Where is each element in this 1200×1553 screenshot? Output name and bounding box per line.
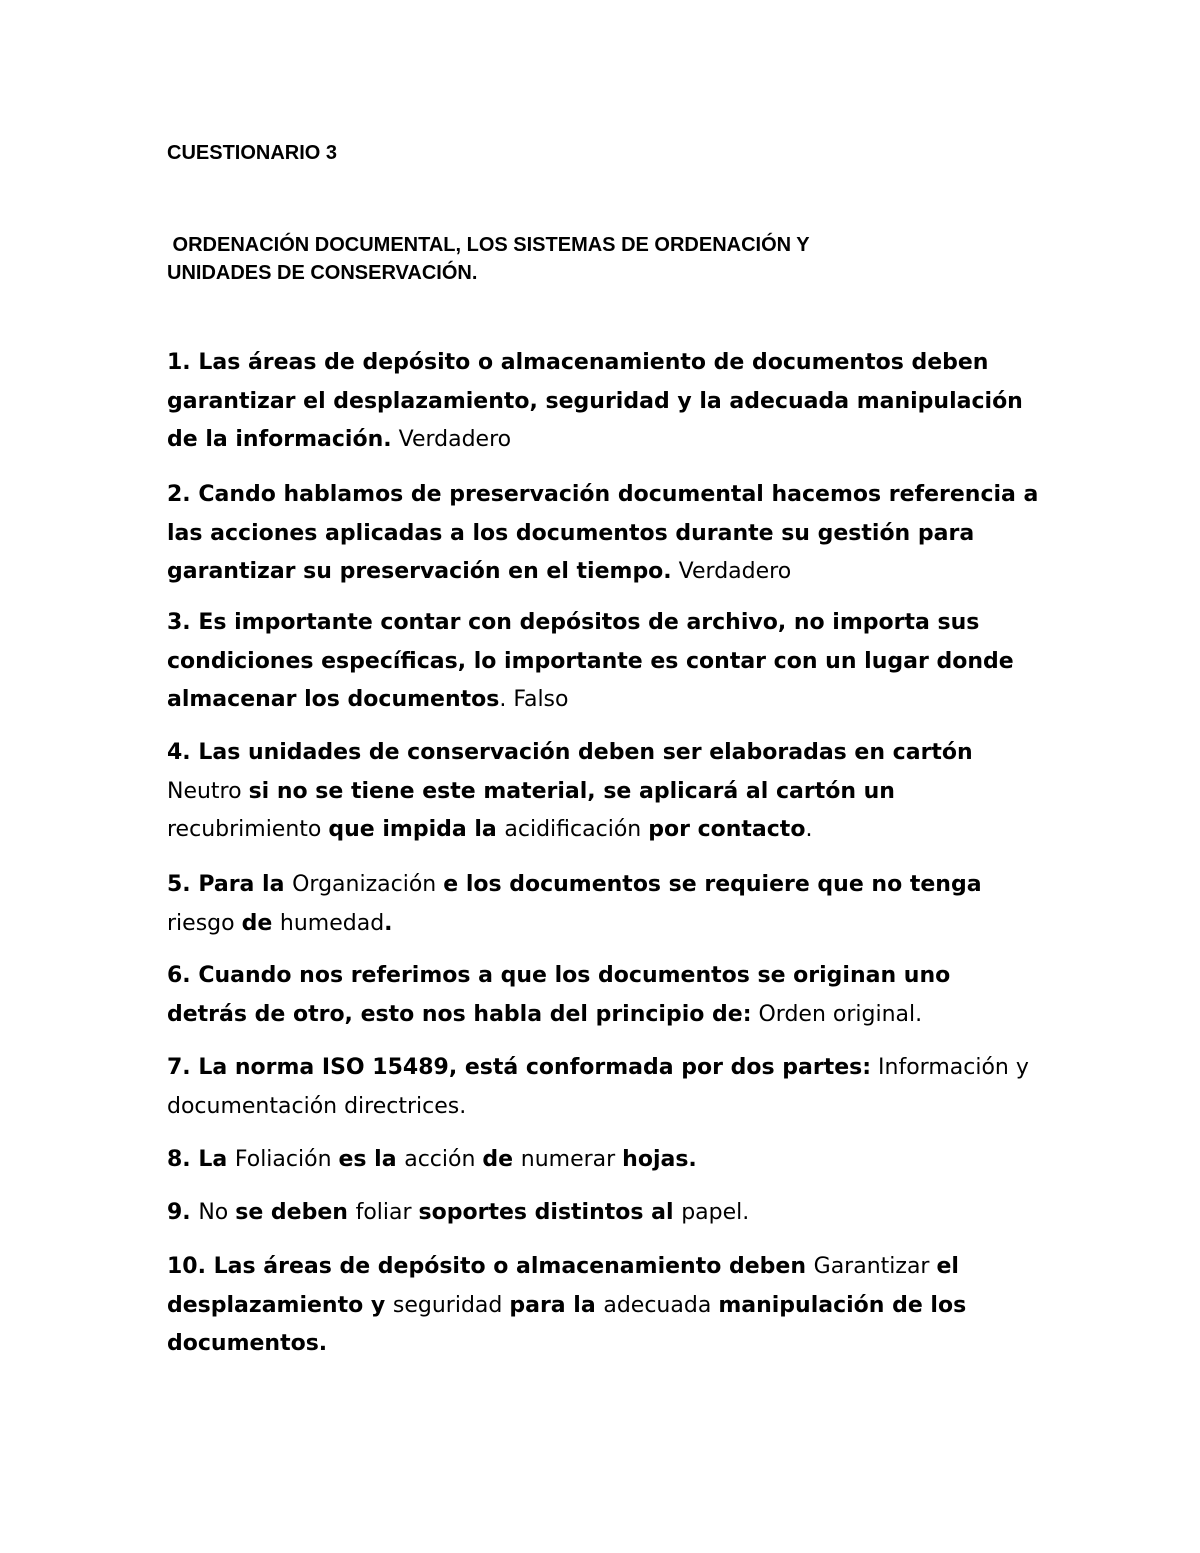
question-line [167, 604, 1047, 643]
question-text-bold: 6. Cuando nos referimos a que los documentos se originan uno [167, 963, 951, 988]
question-3 [167, 604, 1047, 720]
question-line [167, 1141, 1047, 1180]
question-line [167, 383, 1047, 422]
answer-text: Verdadero [671, 559, 792, 584]
question-text-bold: hojas. [622, 1147, 697, 1172]
question-line [167, 1248, 1047, 1287]
question-text-bold: 9. [167, 1200, 199, 1225]
question-line [167, 811, 1047, 850]
question-text-bold: desplazamiento y [167, 1292, 393, 1318]
question-line [167, 957, 1047, 996]
question-line [167, 515, 1047, 554]
question-text-bold: si no se tiene este material, se aplicará al cartón un [248, 778, 895, 804]
answer-text: Orden original. [751, 1001, 923, 1027]
answer-text: seguridad [392, 1292, 510, 1318]
question-7 [167, 1049, 1047, 1126]
question-text-bold: documentos. [167, 1331, 328, 1356]
answer-text: No [198, 1200, 236, 1225]
answer-text: acidificación [504, 817, 649, 842]
question-line [167, 553, 1047, 592]
question-line [167, 421, 1047, 460]
answer-text: . [805, 817, 813, 842]
question-text-bold: que impida la [328, 817, 505, 842]
question-text-bold: detrás de otro, esto nos habla del principio de: [167, 1001, 752, 1027]
answer-text: humedad [279, 910, 385, 936]
question-text-bold: es la [338, 1147, 405, 1172]
answer-text: Información y [871, 1055, 1029, 1080]
question-line [167, 1194, 1047, 1233]
question-text-bold: 7. La norma ISO 15489, está conformada por dos partes: [167, 1055, 872, 1080]
question-line [167, 476, 1047, 515]
question-9 [167, 1194, 1047, 1233]
question-text-bold: 3. Es importante contar con depósitos de archivo, no importa sus [167, 610, 980, 635]
question-line [167, 866, 1047, 905]
question-text-bold: las acciones aplicadas a los documentos durante su gestión para [167, 520, 975, 546]
question-text-bold: 8. La [167, 1147, 235, 1172]
question-8 [167, 1141, 1047, 1180]
question-line [167, 905, 1047, 944]
question-line [167, 1088, 1047, 1127]
question-line [167, 643, 1047, 682]
answer-text: Garantizar [813, 1254, 937, 1279]
question-text-bold: e los documentos se requiere que no tenga [443, 872, 982, 897]
question-text-bold: almacenar los documentos [167, 687, 500, 712]
answer-text: Foliación [234, 1147, 339, 1172]
question-2 [167, 476, 1047, 592]
answer-text: Verdadero [391, 427, 512, 452]
question-line [167, 996, 1047, 1035]
question-line [167, 681, 1047, 720]
question-text-bold: garantizar su preservación en el tiempo. [167, 559, 672, 584]
question-text-bold: garantizar el desplazamiento, seguridad y la adecuada manipulación [167, 388, 1023, 414]
question-line [167, 734, 1047, 773]
question-4 [167, 734, 1047, 850]
answer-text: Organización [292, 872, 444, 897]
answer-text: documentación directrices. [167, 1093, 467, 1119]
answer-text: numerar [520, 1147, 623, 1172]
answer-text: recubrimiento [167, 817, 329, 842]
answer-text: . Falso [499, 687, 569, 712]
question-text-bold: para la [509, 1292, 604, 1318]
question-text-bold: manipulación de los [718, 1292, 967, 1318]
question-line [167, 1049, 1047, 1088]
question-text-bold: de la información. [167, 427, 392, 452]
answer-text: papel. [681, 1200, 750, 1225]
document-title: CUESTIONARIO 3 [167, 142, 338, 164]
question-text-bold: 1. Las áreas de depósito o almacenamiento de documentos deben [167, 350, 989, 375]
question-line [167, 1325, 1047, 1364]
answer-text: foliar [355, 1200, 419, 1225]
question-text-bold: 2. Cando hablamos de preservación documental hacemos referencia a [167, 482, 1039, 507]
question-text-bold: 5. Para la [167, 872, 293, 897]
question-text-bold: se deben [235, 1200, 356, 1225]
question-5 [167, 866, 1047, 943]
subtitle-line: UNIDADES DE CONSERVACIÓN. [167, 262, 478, 284]
document-subtitle [167, 231, 1047, 287]
question-line [167, 1287, 1047, 1326]
answer-text: acción [404, 1147, 483, 1172]
subtitle-line: ORDENACIÓN DOCUMENTAL, LOS SISTEMAS DE ORDENACIÓN Y [167, 234, 810, 256]
question-text-bold: . [384, 910, 393, 936]
question-6 [167, 957, 1047, 1034]
answer-text: riesgo [167, 910, 242, 936]
answer-text: Neutro [167, 778, 249, 804]
question-text-bold: de [241, 910, 280, 936]
answer-text: adecuada [603, 1292, 719, 1318]
question-text-bold: el [936, 1254, 959, 1279]
question-line [167, 773, 1047, 812]
question-1 [167, 344, 1047, 460]
question-10 [167, 1248, 1047, 1364]
question-line [167, 344, 1047, 383]
question-text-bold: soportes distintos al [418, 1200, 682, 1225]
question-text-bold: 4. Las unidades de conservación deben ser elaboradas en cartón [167, 740, 973, 765]
question-text-bold: condiciones específicas, lo importante es contar con un lugar donde [167, 648, 1014, 674]
question-text-bold: de [482, 1147, 521, 1172]
question-text-bold: 10. Las áreas de depósito o almacenamiento deben [167, 1254, 814, 1279]
question-text-bold: por contacto [648, 817, 806, 842]
